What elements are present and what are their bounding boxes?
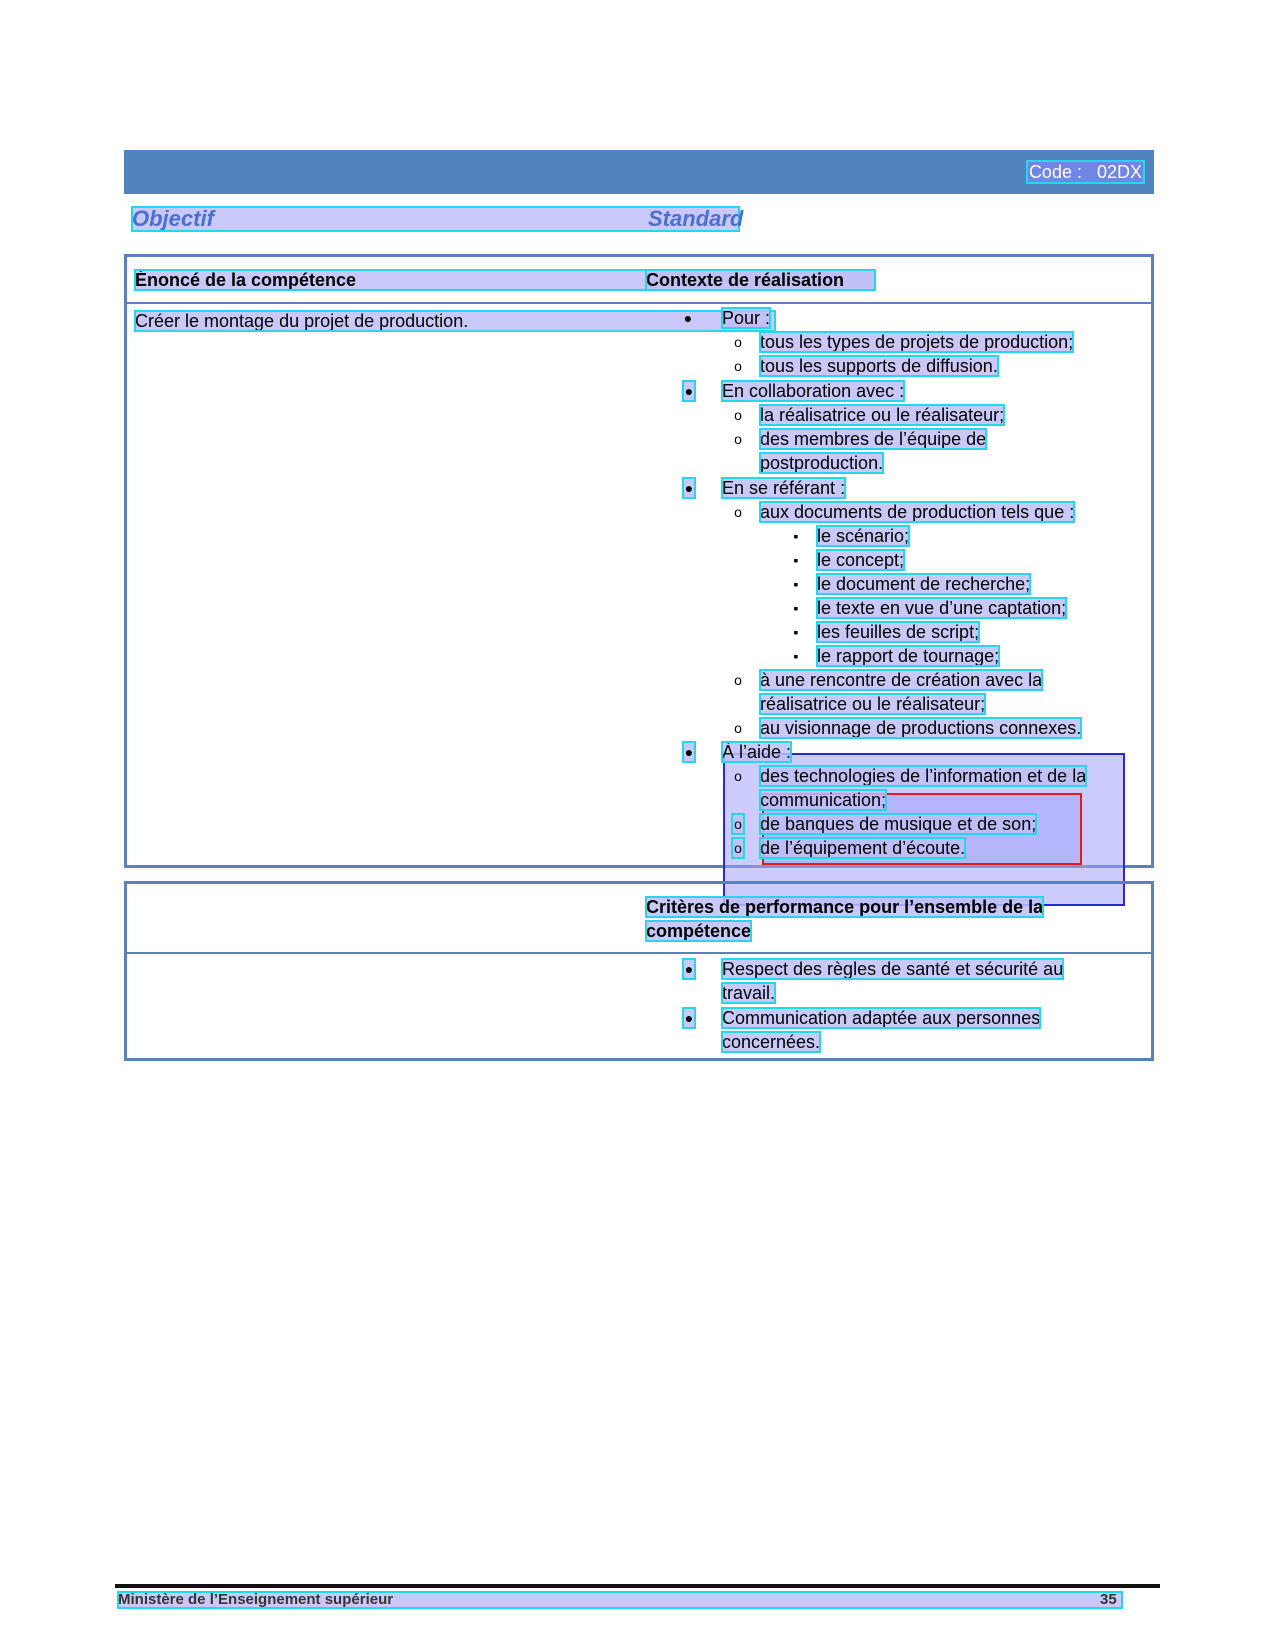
objectif-heading: Objectif — [132, 207, 739, 231]
bullet-icon: ● — [683, 310, 693, 326]
context-collab-item-cont: postproduction. — [760, 453, 884, 473]
context-aide-item-cont: communication; — [760, 790, 887, 810]
context-collab-item: la réalisatrice ou le réalisateur; — [760, 405, 1005, 425]
square-bullet-icon: ▪ — [793, 624, 799, 640]
bullet-icon: ● — [684, 1010, 694, 1026]
square-bullet-icon: ▪ — [793, 528, 799, 544]
footer-rule — [115, 1584, 1160, 1588]
sub-bullet-icon: o — [734, 334, 742, 350]
bullet-icon: ● — [684, 480, 694, 496]
criteria-item-cont: concernées. — [722, 1032, 821, 1052]
sub-bullet-icon: o — [732, 814, 744, 834]
code-bar — [124, 150, 1154, 194]
context-referant-item-cont: réalisatrice ou le réalisateur; — [760, 694, 986, 714]
context-pour-item: tous les supports de diffusion. — [760, 356, 998, 376]
context-aide-item: des technologies de l’information et de la — [760, 766, 1087, 786]
code-label: Code : 02DX — [1028, 162, 1142, 182]
col2-header: Contexte de réalisation — [646, 270, 875, 290]
document-item: le rapport de tournage; — [817, 646, 1000, 666]
bullet-icon: ● — [684, 961, 694, 977]
bullet-icon: ● — [684, 744, 694, 760]
criteria-header: Critères de performance pour l’ensemble de la — [646, 897, 1044, 917]
square-bullet-icon: ▪ — [793, 600, 799, 616]
criteria-item: Respect des règles de santé et sécurité au — [722, 959, 1064, 979]
sub-bullet-icon: o — [734, 720, 742, 736]
sub-bullet-icon: o — [732, 838, 744, 858]
criteria-item-cont: travail. — [722, 983, 776, 1003]
context-aide-item: de banques de musique et de son; — [760, 814, 1037, 834]
competence-statement: Créer le montage du projet de production. — [135, 311, 775, 331]
criteria-header-cont: compétence — [646, 921, 752, 941]
col1-header: Énoncé de la compétence — [135, 270, 875, 290]
context-collab: En collaboration avec : — [722, 381, 905, 401]
context-aide-item: de l’équipement d’écoute. — [760, 838, 966, 858]
document-item: les feuilles de script; — [817, 622, 980, 642]
sub-bullet-icon: o — [734, 358, 742, 374]
table-header-divider — [127, 302, 1151, 304]
context-referant-item: aux documents de production tels que : — [760, 502, 1075, 522]
sub-bullet-icon: o — [734, 407, 742, 423]
bullet-icon: ● — [684, 383, 694, 399]
sub-bullet-icon: o — [734, 672, 742, 688]
context-pour-item: tous les types de projets de production; — [760, 332, 1074, 352]
context-referant-item: à une rencontre de création avec la — [760, 670, 1043, 690]
document-item: le concept; — [817, 550, 905, 570]
square-bullet-icon: ▪ — [793, 648, 799, 664]
context-collab-item: des membres de l’équipe de — [760, 429, 987, 449]
square-bullet-icon: ▪ — [793, 552, 799, 568]
document-item: le document de recherche; — [817, 574, 1031, 594]
sub-bullet-icon: o — [734, 504, 742, 520]
context-aide: À l’aide : — [722, 742, 792, 762]
criteria-header-divider — [127, 952, 1151, 954]
footer-ministry: Ministère de l’Enseignement supérieur — [118, 1592, 1122, 1608]
square-bullet-icon: ▪ — [793, 576, 799, 592]
standard-heading: Standard — [648, 206, 744, 231]
context-referant-item: au visionnage de productions connexes. — [760, 718, 1082, 738]
context-pour: Pour : — [722, 308, 771, 328]
document-item: le scénario; — [817, 526, 910, 546]
page-number: 35 — [1100, 1591, 1117, 1608]
criteria-item: Communication adaptée aux personnes — [722, 1008, 1041, 1028]
sub-bullet-icon: o — [734, 431, 742, 447]
document-item: le texte en vue d’une captation; — [817, 598, 1067, 618]
context-referant: En se référant : — [722, 478, 846, 498]
sub-bullet-icon: o — [734, 768, 742, 784]
